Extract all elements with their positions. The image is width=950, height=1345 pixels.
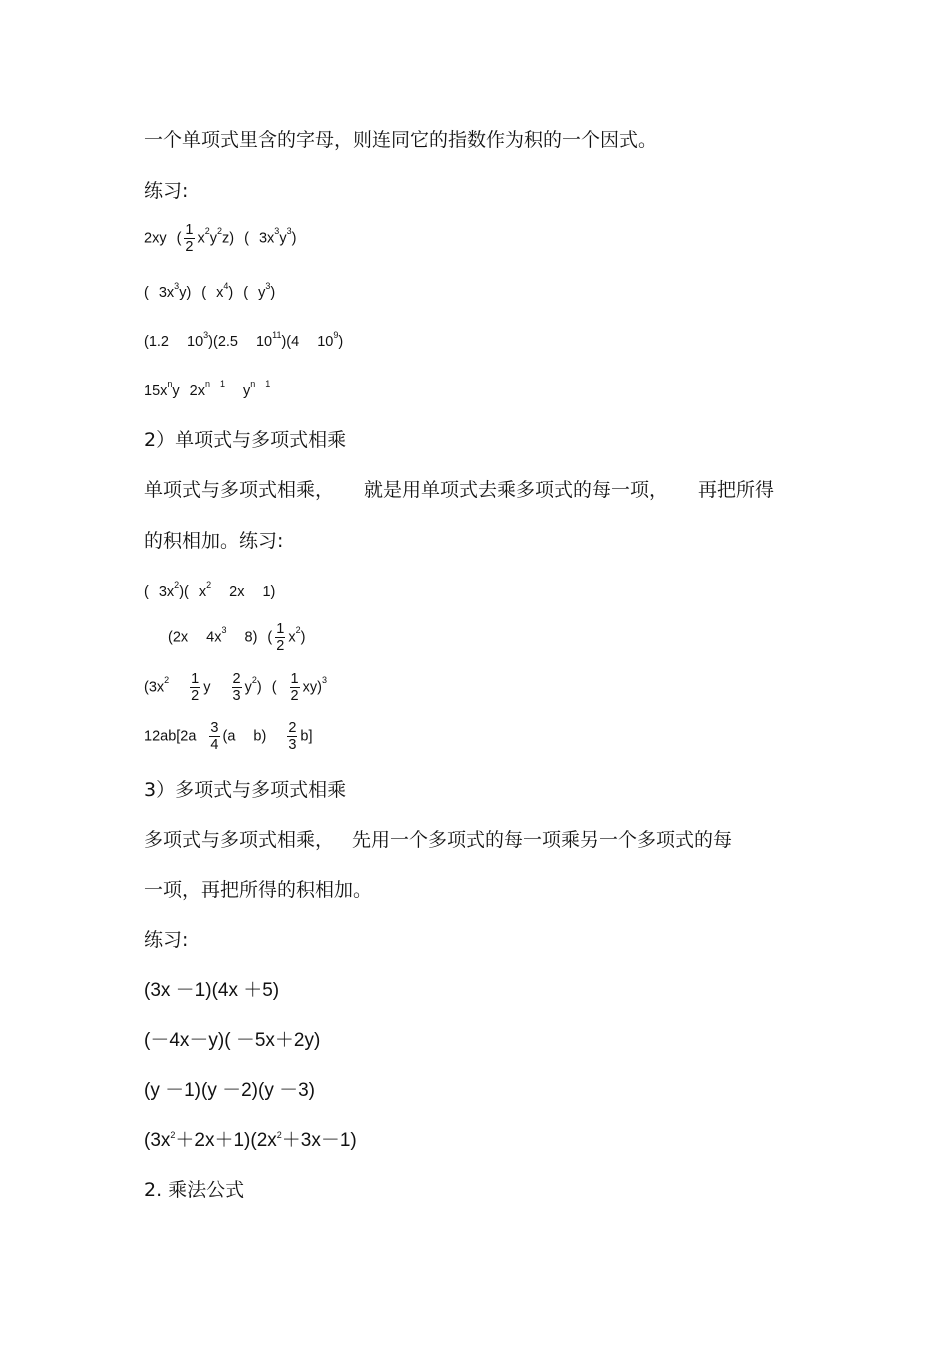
exercise-2-4: 12ab[2a $\frac{3}{4}$ (a b) $\frac{2}{3}$ b]: [144, 720, 313, 753]
exercise-1-3: (1.2 $10^3)(2.5$ $10^{11})(4$ $10^9$): [144, 330, 344, 350]
section-heading-3: 3）多项式与多项式相乘: [144, 779, 347, 801]
exercise-2-3: ($3x^2$ $\frac{1}{2}$ y $\frac{2}{3}$ $y^2$) ( $\frac{1}{2}$ xy)$^3$: [144, 671, 327, 704]
exercise-1-1: 2xy ( $\frac{1}{2}$ $x^2y^2z$) ( $3x^3y^3$): [144, 222, 297, 255]
next-section-heading: 2. 乘法公式: [144, 1179, 245, 1201]
rule-text: 一个单项式里含的字母，则连同它的指数作为积的一个因式。: [144, 129, 658, 151]
exercise-3-1: (3x －1)(4x ＋5): [144, 980, 280, 1001]
practice-label: 练习:: [144, 180, 189, 202]
rule-text-3-line1: 多项式与多项式相乘， 先用一个多项式的每一项乘另一个多项式的每: [144, 829, 733, 851]
rule-text-2-line2: 的积相加。练习:: [144, 530, 284, 552]
exercise-3-3: (y －1)(y －2)(y －3): [144, 1080, 316, 1101]
rule-text-2-line1: 单项式与多项式相乘， 就是用单项式去乘多项式的每一项， 再把所得: [144, 479, 775, 501]
practice-label-3: 练习:: [144, 929, 189, 951]
exercise-2-2: (2x $4x^3$ 8) ( $\frac{1}{2}$ $x^2$): [168, 621, 306, 654]
exercise-1-4: $15x^ny$ $2x^n$ $^1$ $y^n$ $^1$: [144, 379, 271, 399]
rule-text-3-line2: 一项，再把所得的积相加。: [144, 879, 373, 901]
exercise-1-2: ( $3x^3y$) ( $x^4$) ( $y^3$): [144, 281, 276, 301]
exercise-2-1: ( $3x^2$)( $x^2$ 2x 1): [144, 580, 276, 600]
exercise-3-4: $(3x^2+2x+1)(2x^2+3x-1)$: [144, 1130, 357, 1151]
section-heading-2: 2）单项式与多项式相乘: [144, 429, 347, 451]
exercise-3-2: (－4x－y)( －5x＋2y): [144, 1030, 321, 1051]
